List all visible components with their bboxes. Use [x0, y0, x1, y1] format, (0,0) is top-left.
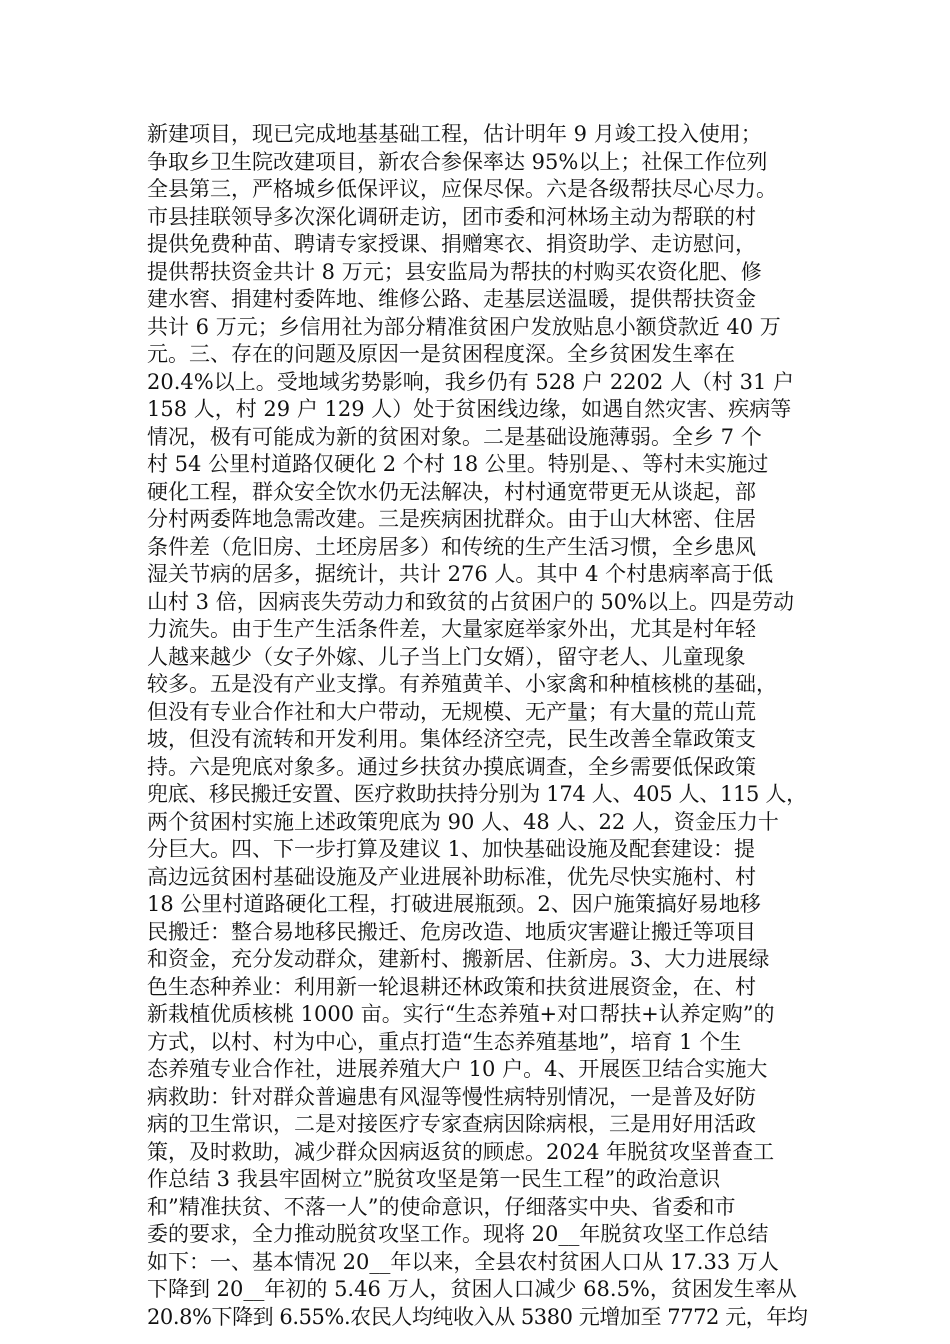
text-line: 方式，以村、村为中心，重点打造“生态养殖基地”，培育 1 个生	[147, 1029, 742, 1054]
text-line: 18 公里村道路硬化工程，打破进展瓶颈。2、因户施策搞好易地移	[147, 892, 761, 916]
text-line: 争取乡卫生院改建项目，新农合参保率达 95%以上；社保工作位列	[147, 149, 768, 174]
text-line: 条件差（危旧房、土坯房居多）和传统的生产生活习惯，全乡患风	[147, 534, 756, 559]
text-line: 158 人，村 29 户 129 人）处于贫困线边缘，如遇自然灾害、疾病等	[147, 397, 792, 421]
text-line: 持。六是兜底对象多。通过乡扶贫办摸底调查，全乡需要低保政策	[147, 754, 756, 779]
text-line: 20.4%以上。受地域劣势影响，我乡仍有 528 户 2202 人（村 31 户	[147, 369, 795, 394]
text-line: 分村两委阵地急需改建。三是疾病困扰群众。由于山大林密、住居	[147, 507, 756, 531]
text-line: 病救助：针对群众普遍患有风湿等慢性病特别情况，一是普及好防	[147, 1084, 756, 1109]
text-line: 硬化工程，群众安全饮水仍无法解决，村村通宽带更无从谈起，部	[147, 479, 756, 504]
text-line: 山村 3 倍，因病丧失劳动力和致贫的占贫困户的 50%以上。四是劳动	[147, 589, 795, 614]
text-line: 人越来越少（女子外嫁、儿子当上门女婿），留守老人、儿童现象	[147, 644, 746, 669]
text-line: 全县第三，严格城乡低保评议，应保尽保。六是各级帮扶尽心尽力。	[147, 177, 777, 201]
text-line: 元。三、存在的问题及原因一是贫困程度深。全乡贫困发生率在	[147, 342, 735, 366]
text-line: 市县挂联领导多次深化调研走访，团市委和河林场主动为帮联的村	[147, 204, 756, 229]
text-line: 但没有专业合作社和大户带动，无规模、无产量；有大量的荒山荒	[147, 699, 756, 724]
body-text	[147, 121, 807, 1331]
text-line: 兜底、移民搬迁安置、医疗救助扶持分别为 174 人、405 人、115 人，	[147, 782, 807, 806]
text-line: 色生态种养业：利用新一轮退耕还林政策和扶贫进展资金，在、村	[147, 974, 756, 999]
text-line: 提供帮扶资金共计 8 万元；县安监局为帮扶的村购买农资化肥、修	[147, 259, 762, 284]
text-line: 两个贫困村实施上述政策兜底为 90 人、48 人、22 人，资金压力十	[147, 809, 779, 834]
text-line: 较多。五是没有产业支撑。有养殖黄羊、小家禽和种植核桃的基础，	[147, 672, 777, 696]
text-line: 新建项目，现已完成地基基础工程，估计明年 9 月竣工投入使用；	[147, 122, 762, 146]
text-line: 分巨大。四、下一步打算及建议 1、加快基础设施及配套建设：提	[147, 837, 756, 861]
text-line: 提供免费种苗、聘请专家授课、捐赠寒衣、捐资助学、走访慰问，	[147, 232, 756, 256]
text-line: 村 54 公里村道路仅硬化 2 个村 18 公里。特别是、、等村未实施过	[147, 452, 769, 476]
text-line: 策，及时救助，减少群众因病返贫的顾虑。2024 年脱贫攻坚普查工	[147, 1139, 775, 1164]
text-line: 坡，但没有流转和开发利用。集体经济空壳，民生改善全靠政策支	[147, 727, 756, 751]
text-line: 情况，极有可能成为新的贫困对象。二是基础设施薄弱。全乡 7 个	[147, 424, 762, 449]
text-line: 委的要求，全力推动脱贫攻坚工作。现将 20__年脱贫攻坚工作总结	[147, 1222, 769, 1246]
text-line: 20.8%下降到 6.55%.农民人均纯收入从 5380 元增加至 7772 元，年均	[147, 1304, 807, 1329]
text-line: 建水窖、捐建村委阵地、维修公路、走基层送温暖，提供帮扶资金	[147, 287, 756, 311]
text-line: 力流失。由于生产生活条件差，大量家庭举家外出，尤其是村年轻	[147, 617, 756, 641]
text-line: 作总结 3 我县牢固树立”脱贫攻坚是第一民生工程”的政治意识	[147, 1167, 721, 1191]
text-line: 新栽植优质核桃 1000 亩。实行“生态养殖+对口帮扶+认养定购”的	[147, 1002, 775, 1026]
text-line: 如下：一、基本情况 20__年以来，全县农村贫困人口从 17.33 万人	[147, 1249, 779, 1274]
text-line: 湿关节病的居多，据统计，共计 276 人。其中 4 个村患病率高于低	[147, 562, 774, 586]
text-line: 和”精准扶贫、不落一人”的使命意识，仔细落实中央、省委和市	[147, 1194, 736, 1219]
text-line: 共计 6 万元；乡信用社为部分精准贫困户发放贴息小额贷款近 40 万	[147, 314, 781, 339]
text-line: 病的卫生常识，二是对接医疗专家查病因除病根，三是用好用活政	[147, 1112, 756, 1136]
text-line: 民搬迁：整合易地移民搬迁、危房改造、地质灾害避让搬迁等项目	[147, 919, 756, 944]
text-line: 态养殖专业合作社，进展养殖大户 10 户。4、开展医卫结合实施大	[147, 1057, 768, 1081]
text-line: 下降到 20__年初的 5.46 万人，贫困人口减少 68.5%，贫困发生率从	[147, 1277, 797, 1301]
text-line: 和资金，充分发动群众，建新村、搬新居、住新房。3、大力进展绿	[147, 947, 770, 971]
text-line: 高边远贫困村基础设施及产业进展补助标准，优先尽快实施村、村	[147, 864, 756, 889]
